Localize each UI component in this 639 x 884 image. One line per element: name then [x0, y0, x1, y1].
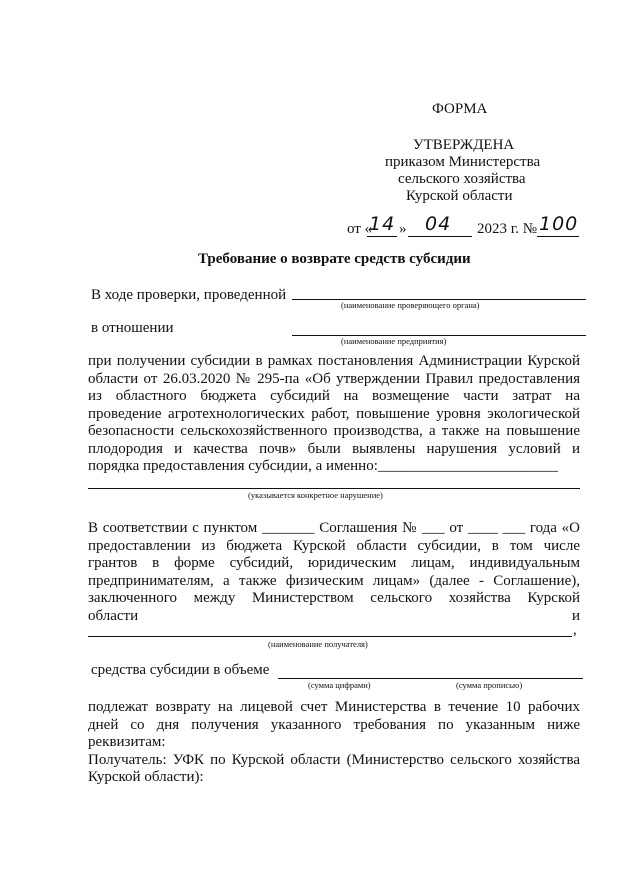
order-number: 100 [539, 213, 579, 235]
para3-line: реквизитам: [88, 734, 166, 750]
para1-line: безопасности сельскохозяйственного производства, а также на повышение [88, 423, 580, 439]
para1-line: порядка предоставления субсидии, а именно:________________________ [88, 458, 558, 474]
inspection-caption: (наименование проверяющего органа) [341, 300, 480, 310]
date-day-underline [367, 236, 397, 237]
order-line-1: приказом Министерства [385, 154, 541, 170]
para2-line: заключенного между Министерством сельского хозяйства Курской [88, 590, 580, 606]
recipient-block-line: Курской области): [88, 769, 204, 785]
para1-line: проведение агротехнологических работ, повышение уровня экологической [88, 405, 580, 422]
date-month: 04 [425, 213, 452, 235]
amount-digits-caption: (сумма цифрами) [308, 680, 371, 690]
inspection-label: В ходе проверки, проведенной [91, 287, 287, 303]
date-year: 2023 г. № [477, 221, 538, 237]
recipient-caption: (наименование получателя) [268, 639, 368, 649]
date-mid: » [399, 221, 407, 237]
para2-line: грантов в форме субсидий, юридическим лицам, индивидуальным [88, 555, 580, 571]
para3-line: дней со дня получения указанного требования по указанным ниже [88, 716, 580, 733]
date-prefix: от « [347, 221, 373, 237]
order-number-underline [537, 236, 579, 237]
para1-line: из областного бюджета субсидий на возмещение части затрат на [88, 388, 580, 404]
document-title: Требование о возврате средств субсидии [198, 251, 471, 267]
para2-line: предпринимателям, а также физическим лицам» (далее - Соглашение), [88, 572, 580, 589]
recipient-fill-line[interactable] [88, 636, 572, 637]
date-day: 14 [369, 213, 396, 235]
approved-label: УТВЕРЖДЕНА [413, 137, 515, 153]
regarding-caption: (наименование предприятия) [341, 336, 447, 346]
recipient-line-end: , [573, 622, 577, 638]
regarding-label: в отношении [91, 320, 174, 336]
date-month-underline [408, 236, 472, 237]
para2-line: В соответствии с пунктом _______ Соглашения № ___ от ____ ___ года «О [88, 520, 580, 536]
para2-line: области и [88, 607, 580, 624]
order-line-3: Курской области [406, 188, 513, 204]
amount-words-caption: (сумма прописью) [456, 680, 523, 690]
para2-line: предоставлении из бюджета Курской области субсидии, в том числе [88, 537, 580, 554]
amount-fill-line[interactable] [278, 678, 583, 679]
para1-line: области от 26.03.2020 № 295-па «Об утверждении Правил предоставления [88, 370, 580, 387]
violation-fill-line[interactable] [88, 488, 580, 489]
para1-line: плодородия и качества почв» были выявлены нарушения условий и [88, 440, 580, 457]
para3-line: подлежат возврату на лицевой счет Министерства в течение 10 рабочих [88, 699, 580, 715]
para1-line: при получении субсидии в рамках постановления Администрации Курской [88, 353, 580, 369]
recipient-block-line: Получатель: УФК по Курской области (Министерство сельского хозяйства [88, 751, 580, 768]
violation-caption: (указывается конкретное нарушение) [248, 490, 383, 500]
form-label: ФОРМА [432, 101, 488, 117]
order-line-2: сельского хозяйства [398, 171, 526, 187]
amount-label: средства субсидии в объеме [91, 662, 270, 678]
